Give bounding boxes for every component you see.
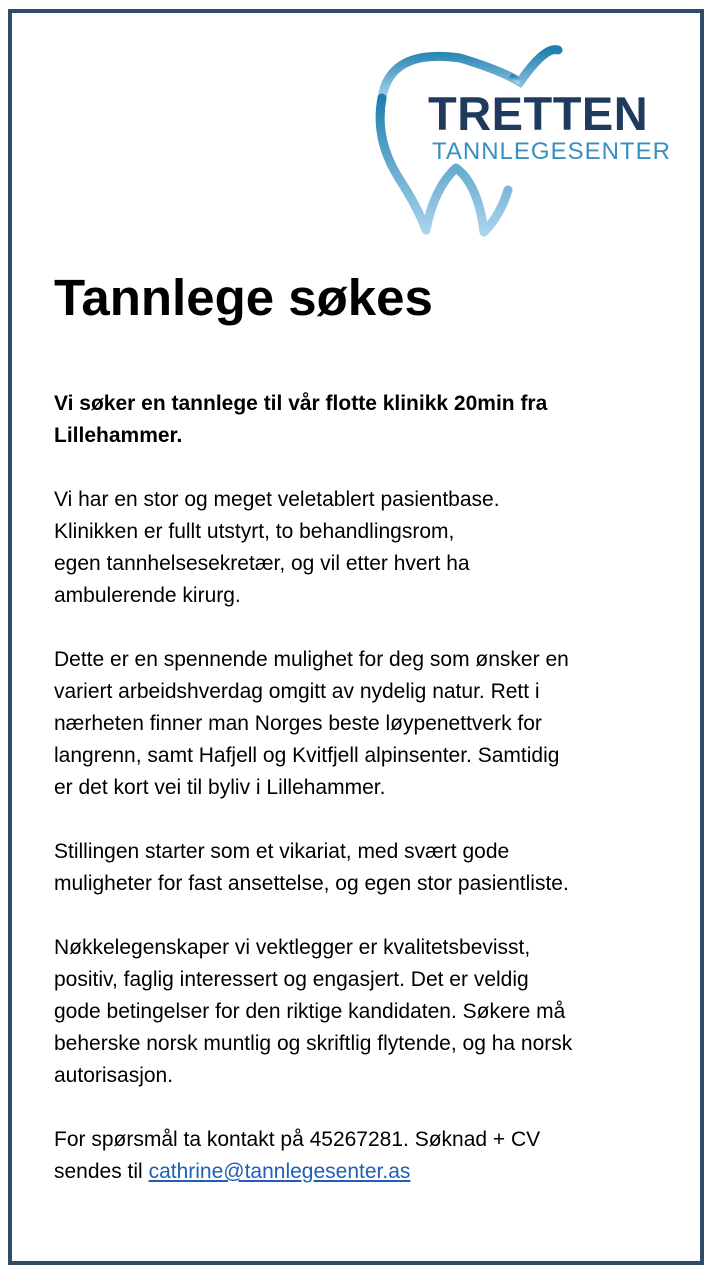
- contact-line-email: [54, 1156, 694, 1188]
- text-line: Dette er en spennende mulighet for deg som ønsker en: [54, 648, 569, 671]
- contact-paragraph: [54, 1124, 694, 1188]
- text-line: positiv, faglig interessert og engasjert. Det er veldig: [54, 968, 529, 991]
- contact-line: For spørsmål ta kontakt på 45267281. Søknad + CV: [54, 1128, 541, 1151]
- text-line: nærheten finner man Norges beste løypenettverk for: [54, 712, 542, 735]
- logo-title: TRETTEN: [428, 87, 649, 140]
- text-line: langrenn, samt Hafjell og Kvitfjell alpinsenter. Samtidig: [54, 744, 560, 767]
- text-line: Nøkkelegenskaper vi vektlegger er kvalitetsbevisst,: [54, 936, 531, 959]
- text-line: ambulerende kirurg.: [54, 584, 241, 607]
- paragraph-position: [54, 836, 694, 900]
- paragraph-qualifications: [54, 932, 694, 1092]
- text-line: Lillehammer.: [54, 424, 183, 447]
- paragraph-location: [54, 644, 694, 804]
- text-line: variert arbeidshverdag omgitt av nydelig natur. Rett i: [54, 680, 540, 703]
- paragraph-clinic: [54, 484, 694, 612]
- contact-prefix: sendes til: [54, 1160, 149, 1183]
- text-line: beherske norsk muntlig og skriftlig flytende, og ha norsk: [54, 1032, 573, 1055]
- text-line: Vi søker en tannlege til vår flotte klinikk 20min fra: [54, 392, 548, 415]
- email-link[interactable]: cathrine@tannlegesenter.as: [148, 1160, 411, 1183]
- text-line: autorisasjon.: [54, 1064, 174, 1087]
- text-line: muligheter for fast ansettelse, og egen stor pasientliste.: [54, 872, 569, 895]
- logo-subtitle: TANNLEGESENTER: [432, 138, 671, 165]
- text-line: Klinikken er fullt utstyrt, to behandlingsrom,: [54, 520, 455, 543]
- text-line: er det kort vei til byliv i Lillehammer.: [54, 776, 386, 799]
- text-line: egen tannhelsesekretær, og vil etter hvert ha: [54, 552, 470, 575]
- text-line: gode betingelser for den riktige kandidaten. Søkere må: [54, 1000, 566, 1023]
- text-line: Stillingen starter som et vikariat, med svært gode: [54, 840, 510, 863]
- page-heading: Tannlege søkes: [54, 269, 433, 326]
- clinic-logo: [360, 40, 680, 240]
- intro-paragraph: [54, 388, 694, 452]
- job-description: [54, 388, 694, 1220]
- text-line: Vi har en stor og meget veletablert pasientbase.: [54, 488, 500, 511]
